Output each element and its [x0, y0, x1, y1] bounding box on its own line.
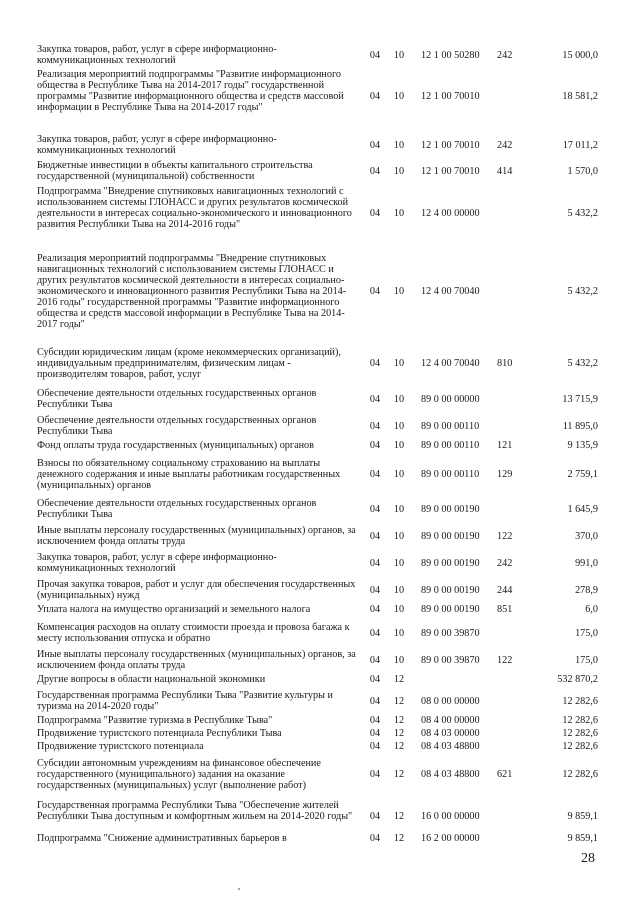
section-code: 04: [369, 531, 381, 542]
row-name: Субсидии юридическим лицам (кроме некоммерческих организаций), индивидуальным предпринимателям, физическим лицам - производителям товаров, работ, услуг: [37, 347, 341, 380]
amount-value: 5 432,2: [567, 208, 598, 219]
amount-value: 532 870,2: [557, 674, 598, 685]
section-code: 04: [369, 628, 381, 639]
amount-value: 991,0: [575, 558, 598, 569]
target-article-code: 12 4 00 70040: [421, 358, 480, 369]
amount-value: 18 581,2: [562, 91, 598, 102]
section-code: 04: [369, 655, 381, 666]
subsection-code: 12: [393, 696, 405, 707]
row-name: Обеспечение деятельности отдельных государственных органов Республики Тыва: [37, 388, 317, 410]
amount-value: 9 135,9: [567, 440, 598, 451]
section-code: 04: [369, 833, 381, 844]
subsection-code: 12: [393, 715, 405, 726]
target-article-code: 08 4 00 00000: [421, 715, 480, 726]
section-code: 04: [369, 166, 381, 177]
section-code: 04: [369, 811, 381, 822]
row-name: Субсидии автономным учреждениям на финансовое обеспечение государственного (муниципального) задания на оказание государственных (муниципальных) услуг (выполнение работ): [37, 758, 321, 791]
expense-type-code: 242: [497, 140, 513, 151]
section-code: 04: [369, 208, 381, 219]
row-name: Реализация мероприятий подпрограммы "Внедрение спутниковых навигационных технологий с использованием системы ГЛОНАСС и других результатов космической деятельности в интересах социально-экономического и инновационного развития Республики Тыва на 2014-2016 годы" государственной программы "Развитие информационного общества и средств массовой информации в Республике Тыва на 2014-2017 годы": [37, 253, 347, 330]
target-article-code: 89 0 00 39870: [421, 628, 480, 639]
section-code: 04: [369, 728, 381, 739]
subsection-code: 10: [393, 394, 405, 405]
subsection-code: 10: [393, 140, 405, 151]
expense-type-code: 122: [497, 655, 513, 666]
section-code: 04: [369, 286, 381, 297]
target-article-code: 12 1 00 70010: [421, 91, 480, 102]
amount-value: 17 011,2: [562, 140, 598, 151]
page-number: 28: [581, 851, 595, 866]
target-article-code: 12 1 00 70010: [421, 140, 480, 151]
row-name: Реализация мероприятий подпрограммы "Развитие информационного общества в Республике Тыва на 2014-2017 годы" государственной программы "Развитие информационного общества и средств массовой информации в Республике Тыва на 2014-2017 годы": [37, 69, 344, 113]
section-code: 04: [369, 91, 381, 102]
row-name: Государственная программа Республики Тыва "Обеспечение жителей Республики Тыва доступным и комфортным жильем на 2014-2020 годы": [37, 800, 353, 822]
target-article-code: 89 0 00 00110: [421, 440, 480, 451]
subsection-code: 10: [393, 531, 405, 542]
target-article-code: 89 0 00 00190: [421, 585, 480, 596]
subsection-code: 12: [393, 833, 405, 844]
subsection-code: 12: [393, 811, 405, 822]
row-name: Уплата налога на имущество организаций и земельного налога: [37, 604, 311, 615]
section-code: 04: [369, 504, 381, 515]
target-article-code: 12 1 00 70010: [421, 166, 480, 177]
target-article-code: 89 0 00 39870: [421, 655, 480, 666]
amount-value: 12 282,6: [562, 715, 598, 726]
target-article-code: 12 4 00 00000: [421, 208, 480, 219]
target-article-code: 12 4 00 70040: [421, 286, 480, 297]
section-code: 04: [369, 140, 381, 151]
subsection-code: 12: [393, 741, 405, 752]
amount-value: 5 432,2: [567, 286, 598, 297]
section-code: 04: [369, 469, 381, 480]
section-code: 04: [369, 358, 381, 369]
subsection-code: 12: [393, 728, 405, 739]
section-code: 04: [369, 674, 381, 685]
row-name: Закупка товаров, работ, услуг в сфере информационно-коммуникационных технологий: [37, 44, 277, 66]
expense-type-code: 129: [497, 469, 513, 480]
section-code: 04: [369, 394, 381, 405]
target-article-code: 89 0 00 00190: [421, 531, 480, 542]
subsection-code: 10: [393, 504, 405, 515]
amount-value: 5 432,2: [567, 358, 598, 369]
target-article-code: 16 2 00 00000: [421, 833, 480, 844]
subsection-code: 10: [393, 440, 405, 451]
target-article-code: 12 1 00 50280: [421, 50, 480, 61]
subsection-code: 10: [393, 604, 405, 615]
amount-value: 9 859,1: [567, 833, 598, 844]
expense-type-code: 621: [497, 769, 513, 780]
amount-value: 13 715,9: [562, 394, 598, 405]
row-name: Бюджетные инвестиции в объекты капитального строительства государственной (муниципальной) собственности: [37, 160, 313, 182]
section-code: 04: [369, 440, 381, 451]
row-name: Обеспечение деятельности отдельных государственных органов Республики Тыва: [37, 415, 317, 437]
subsection-code: 10: [393, 421, 405, 432]
subsection-code: 10: [393, 358, 405, 369]
amount-value: 175,0: [575, 655, 598, 666]
amount-value: 2 759,1: [567, 469, 598, 480]
expense-type-code: 414: [497, 166, 513, 177]
section-code: 04: [369, 741, 381, 752]
subsection-code: 10: [393, 628, 405, 639]
target-article-code: 89 0 00 00190: [421, 558, 480, 569]
section-code: 04: [369, 696, 381, 707]
row-name: Продвижение туристского потенциала Республики Тыва: [37, 728, 282, 739]
expense-type-code: 851: [497, 604, 513, 615]
subsection-code: 10: [393, 585, 405, 596]
section-code: 04: [369, 585, 381, 596]
row-name: Взносы по обязательному социальному страхованию на выплаты денежного содержания и иные выплаты работникам государственных (муниципальных) органов: [37, 458, 341, 491]
amount-value: 12 282,6: [562, 769, 598, 780]
scan-speck: [238, 888, 240, 890]
section-code: 04: [369, 604, 381, 615]
section-code: 04: [369, 769, 381, 780]
target-article-code: 08 4 03 48800: [421, 769, 480, 780]
section-code: 04: [369, 715, 381, 726]
row-name: Закупка товаров, работ, услуг в сфере информационно-коммуникационных технологий: [37, 552, 277, 574]
expense-type-code: 242: [497, 558, 513, 569]
amount-value: 11 895,0: [562, 421, 598, 432]
amount-value: 175,0: [575, 628, 598, 639]
subsection-code: 10: [393, 50, 405, 61]
expense-type-code: 122: [497, 531, 513, 542]
row-name: Подпрограмма "Развитие туризма в Республике Тыва": [37, 715, 273, 726]
subsection-code: 10: [393, 166, 405, 177]
row-name: Государственная программа Республики Тыва "Развитие культуры и туризма на 2014-2020 годы": [37, 690, 333, 712]
row-name: Подпрограмма "Внедрение спутниковых навигационных технологий с использованием системы ГЛОНАСС и других результатов космической деятельности в интересах социально-экономического и инновационного развития Республики Тыва на 2014-2016 годы": [37, 186, 352, 230]
row-name: Обеспечение деятельности отдельных государственных органов Республики Тыва: [37, 498, 317, 520]
row-name: Иные выплаты персоналу государственных (муниципальных) органов, за исключением фонда оплаты труда: [37, 525, 356, 547]
amount-value: 15 000,0: [562, 50, 598, 61]
row-name: Закупка товаров, работ, услуг в сфере информационно-коммуникационных технологий: [37, 134, 277, 156]
amount-value: 12 282,6: [562, 741, 598, 752]
target-article-code: 08 4 03 48800: [421, 741, 480, 752]
amount-value: 12 282,6: [562, 696, 598, 707]
subsection-code: 10: [393, 655, 405, 666]
amount-value: 6,0: [585, 604, 598, 615]
amount-value: 12 282,6: [562, 728, 598, 739]
target-article-code: 08 4 03 00000: [421, 728, 480, 739]
section-code: 04: [369, 50, 381, 61]
subsection-code: 10: [393, 286, 405, 297]
row-name: Прочая закупка товаров, работ и услуг для обеспечения государственных (муниципальных) нужд: [37, 579, 356, 601]
amount-value: 1 570,0: [567, 166, 598, 177]
target-article-code: 89 0 00 00110: [421, 469, 480, 480]
expense-type-code: 121: [497, 440, 513, 451]
target-article-code: 16 0 00 00000: [421, 811, 480, 822]
expense-type-code: 810: [497, 358, 513, 369]
target-article-code: 08 0 00 00000: [421, 696, 480, 707]
target-article-code: 89 0 00 00110: [421, 421, 480, 432]
row-name: Подпрограмма "Снижение административных барьеров в: [37, 833, 287, 844]
subsection-code: 12: [393, 674, 405, 685]
amount-value: 9 859,1: [567, 811, 598, 822]
subsection-code: 10: [393, 208, 405, 219]
subsection-code: 10: [393, 91, 405, 102]
row-name: Другие вопросы в области национальной экономики: [37, 674, 266, 685]
amount-value: 278,9: [575, 585, 598, 596]
subsection-code: 10: [393, 558, 405, 569]
row-name: Компенсация расходов на оплату стоимости проезда и провоза багажа к месту использования отпуска и обратно: [37, 622, 350, 644]
subsection-code: 10: [393, 469, 405, 480]
expense-type-code: 244: [497, 585, 513, 596]
target-article-code: 89 0 00 00190: [421, 604, 480, 615]
amount-value: 370,0: [575, 531, 598, 542]
subsection-code: 12: [393, 769, 405, 780]
target-article-code: 89 0 00 00190: [421, 504, 480, 515]
target-article-code: 89 0 00 00000: [421, 394, 480, 405]
row-name: Иные выплаты персоналу государственных (муниципальных) органов, за исключением фонда оплаты труда: [37, 649, 356, 671]
row-name: Продвижение туристского потенциала: [37, 741, 204, 752]
row-name: Фонд оплаты труда государственных (муниципальных) органов: [37, 440, 314, 451]
section-code: 04: [369, 421, 381, 432]
expense-type-code: 242: [497, 50, 513, 61]
section-code: 04: [369, 558, 381, 569]
amount-value: 1 645,9: [567, 504, 598, 515]
